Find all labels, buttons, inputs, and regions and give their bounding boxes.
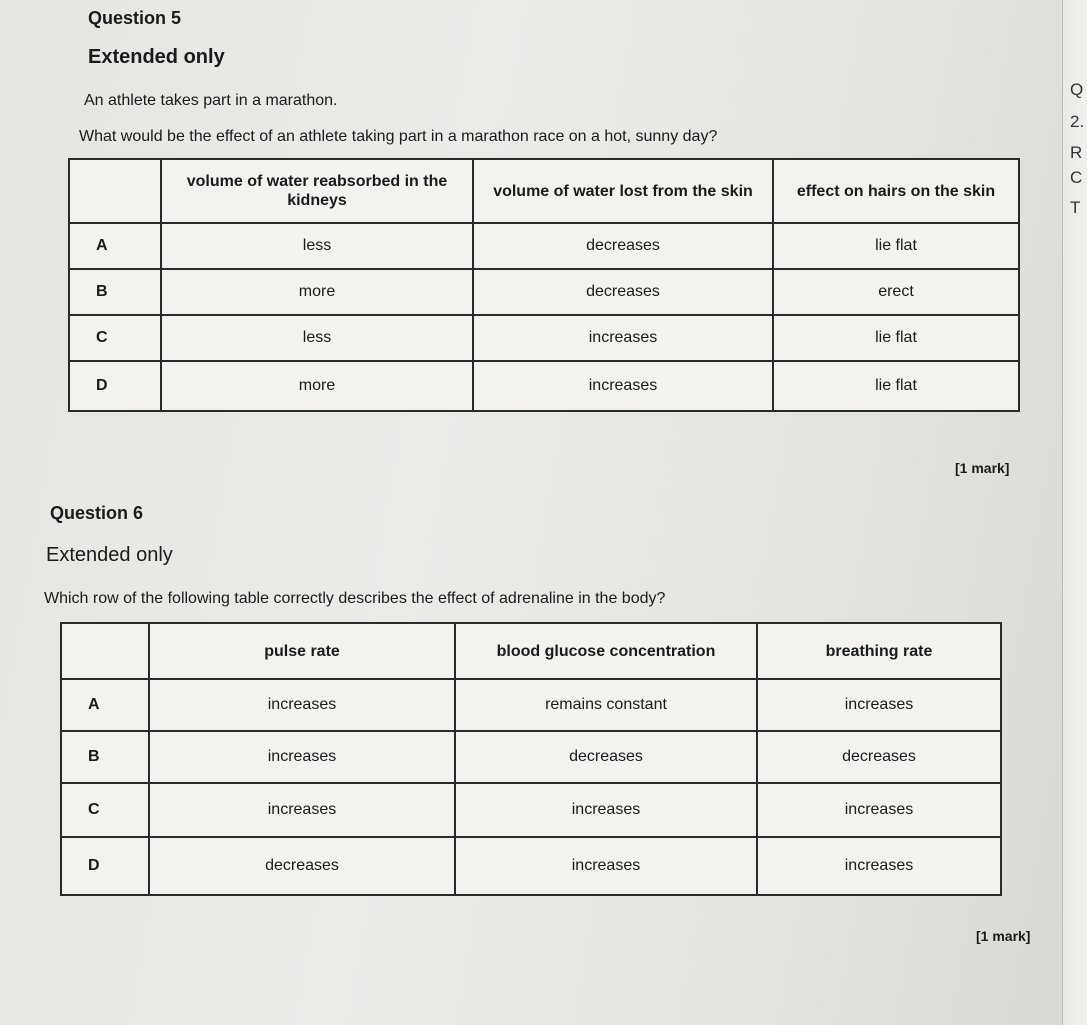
question-5-intro: An athlete takes part in a marathon. <box>84 92 338 109</box>
row-option-label: C <box>69 315 161 361</box>
table-cell: increases <box>473 361 773 411</box>
table-header-cell: effect on hairs on the skin <box>773 159 1019 223</box>
table-header-row <box>69 159 1019 223</box>
question-5-subheading: Extended only <box>88 46 225 68</box>
edge-text-3: R <box>1070 143 1083 162</box>
table-cell: increases <box>757 837 1001 895</box>
table-cell: increases <box>455 783 757 837</box>
table-row <box>69 269 1019 315</box>
table-header-cell: breathing rate <box>757 623 1001 679</box>
table-cell: decreases <box>455 731 757 783</box>
table-cell: lie flat <box>773 361 1019 411</box>
row-option-label: A <box>69 223 161 269</box>
table-header-cell <box>61 623 149 679</box>
table-row <box>69 361 1019 411</box>
table-cell: more <box>161 269 473 315</box>
question-5-table <box>68 158 1020 412</box>
table-cell: decreases <box>473 269 773 315</box>
table-cell: decreases <box>473 223 773 269</box>
table-row <box>61 731 1001 783</box>
edge-text-1: Q <box>1070 80 1084 99</box>
question-6-table <box>60 622 1002 896</box>
row-option-label: D <box>69 361 161 411</box>
table-cell: increases <box>473 315 773 361</box>
table-cell: lie flat <box>773 315 1019 361</box>
question-6-prompt: Which row of the following table correctly describes the effect of adrenaline in the body? <box>44 590 666 607</box>
table-row <box>61 679 1001 731</box>
table-cell: more <box>161 361 473 411</box>
edge-text-5: T <box>1070 198 1081 217</box>
table-header-cell: volume of water lost from the skin <box>473 159 773 223</box>
question-5-mark: [1 mark] <box>955 460 1010 476</box>
table-header-cell: volume of water reabsorbed in the kidneys <box>161 159 473 223</box>
row-option-label: A <box>61 679 149 731</box>
row-option-label: B <box>69 269 161 315</box>
table-cell: decreases <box>757 731 1001 783</box>
table-cell: erect <box>773 269 1019 315</box>
table-cell: increases <box>455 837 757 895</box>
question-5-heading: Question 5 <box>88 8 182 28</box>
row-option-label: B <box>61 731 149 783</box>
question-6-heading: Question 6 <box>50 503 144 523</box>
table-cell: less <box>161 315 473 361</box>
table-header-cell: blood glucose concentration <box>455 623 757 679</box>
table-row <box>61 783 1001 837</box>
table-header-row <box>61 623 1001 679</box>
table-cell: increases <box>149 783 455 837</box>
edge-text-4: C <box>1070 168 1083 187</box>
table-cell: remains constant <box>455 679 757 731</box>
table-cell: less <box>161 223 473 269</box>
table-cell: increases <box>149 679 455 731</box>
table-cell: increases <box>149 731 455 783</box>
table-cell: increases <box>757 679 1001 731</box>
table-row <box>69 315 1019 361</box>
edge-text-2: 2. <box>1070 112 1085 131</box>
row-option-label: D <box>61 837 149 895</box>
row-option-label: C <box>61 783 149 837</box>
question-6-mark: [1 mark] <box>976 928 1031 944</box>
table-row <box>69 223 1019 269</box>
table-row <box>61 837 1001 895</box>
question-6-subheading: Extended only <box>46 544 173 566</box>
table-cell: lie flat <box>773 223 1019 269</box>
table-header-cell: pulse rate <box>149 623 455 679</box>
table-cell: decreases <box>149 837 455 895</box>
question-5-prompt: What would be the effect of an athlete taking part in a marathon race on a hot, sunny day? <box>79 128 718 145</box>
table-header-cell <box>69 159 161 223</box>
table-cell: increases <box>757 783 1001 837</box>
